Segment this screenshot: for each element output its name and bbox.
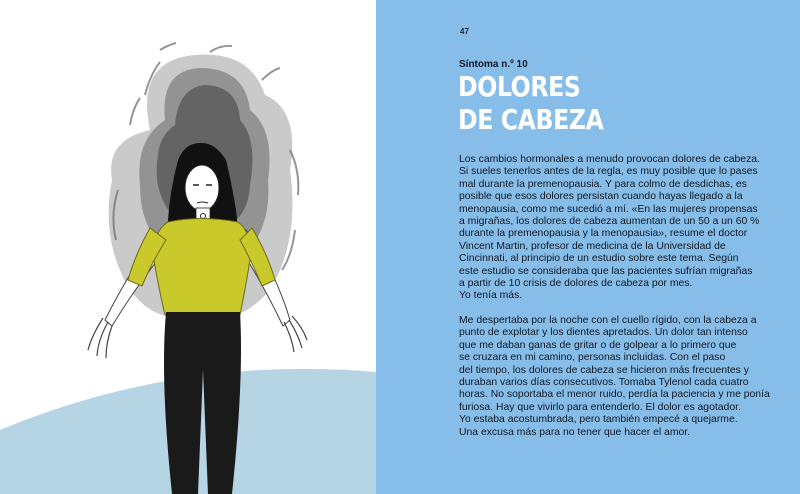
text-line: horas. No soportaba el menor ruido, perdía la paciencia y me ponía xyxy=(459,389,770,401)
text-line: Cincinnati, al principio de un estudio sobre este tema. Según xyxy=(459,253,739,265)
text-line: punto de explotar y los dientes apretados. Un dolor tan intenso xyxy=(459,327,748,339)
headache-illustration xyxy=(0,0,376,494)
text-line: Vincent Martin, profesor de medicina de la Universidad de xyxy=(459,240,726,252)
text-line: Una excusa más para no tener que hacer el amor. xyxy=(459,426,691,438)
text-line: este estudio se consideraba que las pacientes sufrían migrañas xyxy=(459,265,753,277)
paragraph xyxy=(459,315,789,439)
chapter-title-line: DE CABEZA xyxy=(458,104,604,136)
text-line: Los cambios hormonales a menudo provocan dolores de cabeza. xyxy=(459,154,760,165)
body-text xyxy=(459,154,789,439)
text-line: posible que esos dolores persistan cuando hayas llegado a la xyxy=(459,191,743,203)
text-line: se cruzara en mi camino, personas incluidas. Con el paso xyxy=(459,352,726,364)
page-number: 47 xyxy=(460,27,469,36)
text-line: menopausia, como me sucedió a mí. «En las mujeres propensas xyxy=(459,203,758,215)
text-line: Yo estaba acostumbrada, pero también empecé a quejarme. xyxy=(459,414,738,426)
text-line: durante la premenopausia y la menopausia», resume el doctor xyxy=(459,228,748,240)
text-line: furiosa. Hay que vivirlo para entenderlo. El dolor es agotador. xyxy=(459,401,741,413)
text-line: Me despertaba por la noche con el cuello rígido, con la cabeza a xyxy=(459,314,757,326)
text-line: a partir de 10 crisis de dolores de cabeza por mes. xyxy=(459,278,693,290)
chapter-title xyxy=(458,71,742,137)
chapter-title-line: DOLORES xyxy=(458,71,581,103)
text-line: del tiempo, los dolores de cabeza se hicieron más frecuentes y xyxy=(459,364,749,376)
paragraph-gap xyxy=(459,303,789,315)
paragraph xyxy=(459,154,789,303)
symptom-label: Síntoma n.º 10 xyxy=(459,59,528,70)
text-line: duraban varios días consecutivos. Tomaba Tylenol cada cuatro xyxy=(459,376,749,388)
text-line: que me daban ganas de gritar o de golpear a lo primero que xyxy=(459,339,737,351)
text-line: Yo tenía más. xyxy=(459,290,523,302)
text-page xyxy=(376,0,800,494)
text-line: a migrañas, los dolores de cabeza aumentan de un 50 a un 60 % xyxy=(459,216,760,228)
illustration-page xyxy=(0,0,376,494)
text-line: mal durante la premenopausia. Y para colmo de desdichas, es xyxy=(459,178,747,190)
text-line: Si sueles tenerlos antes de la regla, es muy posible que lo pases xyxy=(459,166,758,178)
